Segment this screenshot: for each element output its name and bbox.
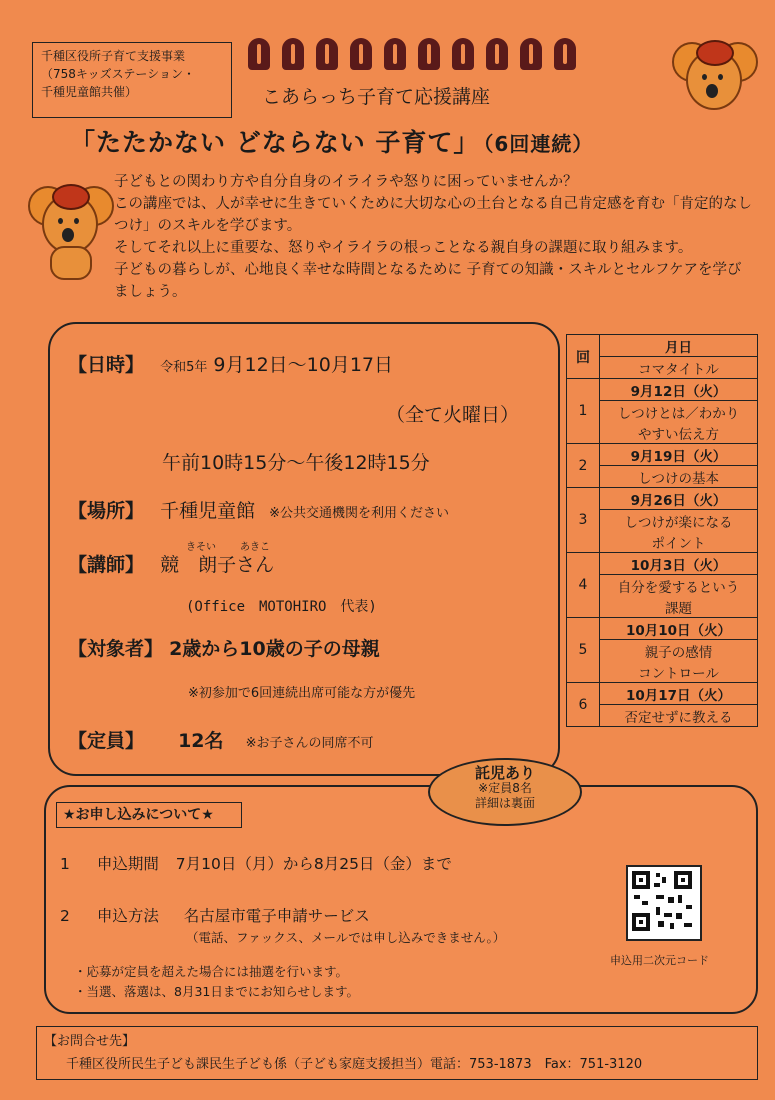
- koala-mascot-icon: [672, 32, 752, 132]
- date-era: 令和5年: [160, 360, 208, 375]
- bell-icon: [316, 38, 338, 70]
- session-title: ポイント: [600, 531, 758, 553]
- lottery-note: ・応募が定員を超えた場合には抽選を行います。: [74, 964, 349, 979]
- session-date: 9月19日（火）: [600, 444, 758, 466]
- session-date: 9月12日（火）: [600, 379, 758, 401]
- session-num: 3: [567, 488, 600, 553]
- intro-paragraph: そしてそれ以上に重要な、怒りやイライラの根っことなる親自身の課題に取り組みます。: [114, 240, 693, 256]
- capacity-note: ※お子さんの同席不可: [245, 736, 374, 751]
- application-period-row: [60, 852, 452, 874]
- session-title: 否定せずに教える: [600, 705, 758, 727]
- contact-label: 【お問合せ先】: [44, 1034, 136, 1049]
- table-row: [567, 379, 758, 401]
- item-number: 1: [60, 855, 70, 873]
- application-method-row: [60, 904, 370, 926]
- session-num: 2: [567, 444, 600, 488]
- host-info-box: [32, 42, 232, 118]
- bell-icon: [554, 38, 576, 70]
- session-title: 課題: [600, 596, 758, 618]
- title-tail: （6回連続）: [483, 132, 594, 156]
- bell-icon: [350, 38, 372, 70]
- date-range: 9月12日～10月17日: [213, 354, 394, 376]
- table-row: [567, 618, 758, 640]
- table-header-row: [567, 335, 758, 357]
- page-title: [70, 123, 593, 159]
- bell-icon: [486, 38, 508, 70]
- date-label: 【日時】: [68, 354, 145, 376]
- schedule-table: [566, 334, 758, 727]
- date-note: （全て火曜日）: [386, 404, 520, 426]
- application-method: 名古屋市電子申請サービス: [183, 907, 370, 925]
- qr-code-icon[interactable]: [626, 865, 702, 941]
- lecturer-name: 競 朗子さん: [160, 554, 275, 576]
- place-name: 千種児童館: [160, 500, 256, 522]
- target-value: 2歳から10歳の子の母親: [169, 638, 380, 660]
- capacity-value: 12名: [178, 730, 224, 752]
- place-label: 【場所】: [68, 500, 145, 522]
- session-title: 自分を愛するという: [600, 575, 758, 597]
- table-row: [567, 444, 758, 466]
- item-label: 申込期間: [96, 855, 159, 873]
- intro-paragraph: 子どもの暮らしが、心地良く幸せな時間となるために 子育ての知識・スキルとセルフケアを学びましょう。: [114, 262, 742, 300]
- lecturer-label: 【講師】: [68, 554, 145, 576]
- capacity-label: 【定員】: [68, 730, 145, 752]
- session-date: 10月10日（火）: [600, 618, 758, 640]
- session-num: 6: [567, 683, 600, 727]
- capacity-row: [68, 726, 373, 753]
- host-line-3: 千種児童館共催）: [41, 85, 138, 99]
- intro-paragraph: この講座では、人が幸せに生きていくために大切な心の土台となる自己肯定感を育む「肯定的なしつけ」のスキルを学びます。: [114, 196, 752, 234]
- lecturer-row: [68, 550, 274, 577]
- session-title: コントロール: [600, 661, 758, 683]
- series-subtitle: こあらっち子育て応援講座: [262, 86, 491, 108]
- session-title: しつけとは／わかり: [600, 401, 758, 423]
- session-title: しつけが楽になる: [600, 510, 758, 532]
- bell-icon: [248, 38, 270, 70]
- place-note: ※公共交通機関を利用ください: [269, 506, 450, 521]
- session-date: 9月26日（火）: [600, 488, 758, 510]
- col-title-header: コマタイトル: [600, 357, 758, 379]
- event-details-box: [48, 322, 560, 776]
- session-date: 10月17日（火）: [600, 683, 758, 705]
- childcare-title: 託児あり: [474, 764, 535, 782]
- childcare-line-2: 詳細は裏面: [474, 796, 535, 810]
- application-heading: ★お申し込みについて★: [56, 802, 242, 828]
- application-period: 7月10日（月）から8月25日（金）まで: [175, 855, 452, 873]
- lecturer-ruby-surname: きそい: [186, 542, 216, 553]
- bell-icon: [452, 38, 474, 70]
- koala-mascot-icon: [28, 176, 108, 276]
- intro-text: [114, 171, 754, 303]
- table-row: [567, 683, 758, 705]
- qr-caption: 申込用二次元コード: [610, 954, 709, 967]
- bell-icon: [282, 38, 304, 70]
- contact-details: 千種区役所民生子ども課民生子ども係（子ども家庭支援担当）電話：753-1873 Fax：751-3120: [66, 1057, 643, 1072]
- host-line-2: （758キッズステーション・: [41, 67, 195, 81]
- target-row: [68, 634, 380, 661]
- childcare-badge: [428, 758, 582, 826]
- col-date-header: 月日: [600, 335, 758, 357]
- date-row: [68, 350, 393, 377]
- lecturer-org: (Office MOTOHIRO 代表): [186, 599, 377, 615]
- notification-note: ・当選、落選は、8月31日までにお知らせします。: [74, 984, 359, 999]
- bell-icon: [520, 38, 542, 70]
- childcare-line-1: ※定員8名: [478, 781, 532, 795]
- session-date: 10月3日（火）: [600, 553, 758, 575]
- intro-paragraph: 子どもとの関わり方や自分自身のイライラや怒りに困っていませんか？: [114, 174, 578, 190]
- item-number: 2: [60, 907, 70, 925]
- target-label: 【対象者】: [68, 638, 164, 660]
- application-method-note: （電話、ファックス、メールでは申し込みできません。）: [186, 930, 506, 945]
- title-main: 「たたかない どならない 子育て」: [70, 128, 480, 157]
- target-note: ※初参加で6回連続出席可能な方が優先: [188, 686, 416, 701]
- session-num: 5: [567, 618, 600, 683]
- session-title: 親子の感情: [600, 640, 758, 662]
- col-num-header: 回: [567, 335, 600, 379]
- table-row: [567, 488, 758, 510]
- bell-icon: [418, 38, 440, 70]
- item-label: 申込方法: [96, 907, 159, 925]
- session-title: やすい伝え方: [600, 422, 758, 444]
- bell-decoration: [248, 38, 576, 70]
- bell-icon: [384, 38, 406, 70]
- session-num: 1: [567, 379, 600, 444]
- session-num: 4: [567, 553, 600, 618]
- host-line-1: 千種区役所子育て支援事業: [41, 49, 186, 63]
- place-row: [68, 496, 449, 523]
- time-range: 午前10時15分～午後12時15分: [162, 452, 430, 474]
- session-title: しつけの基本: [600, 466, 758, 488]
- lecturer-ruby-given: あきこ: [240, 542, 270, 553]
- table-row: [567, 553, 758, 575]
